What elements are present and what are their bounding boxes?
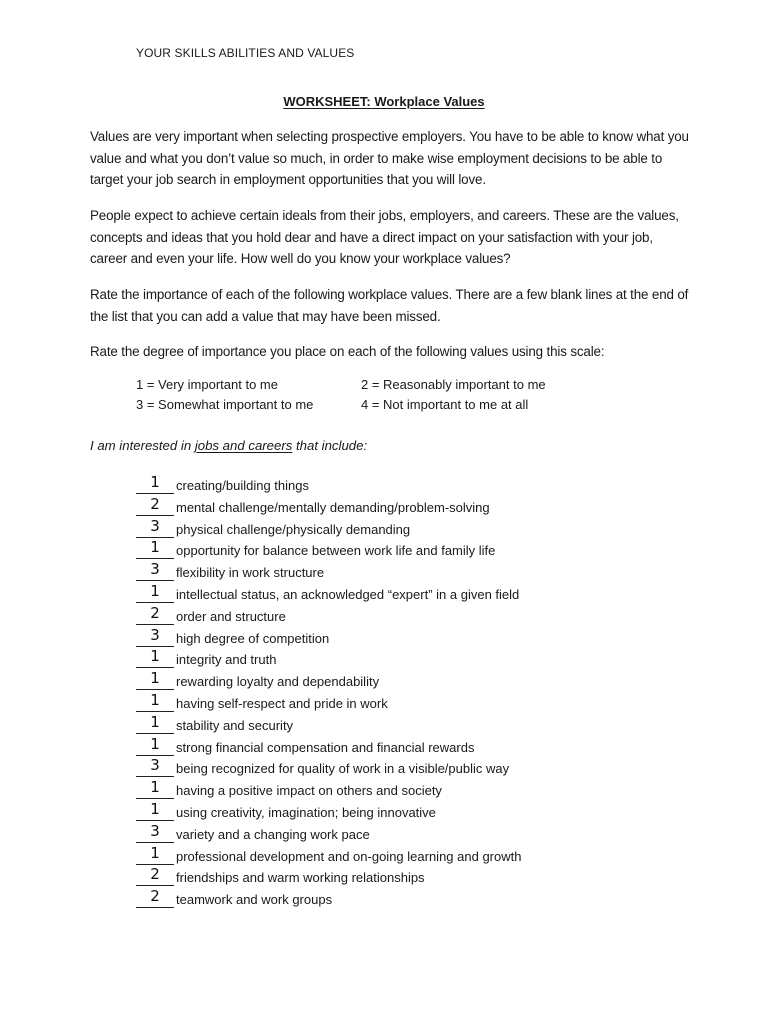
rating-blank[interactable] bbox=[136, 712, 174, 734]
scale-reasonably-important: 2 = Reasonably important to me bbox=[361, 377, 546, 392]
value-item bbox=[136, 603, 656, 629]
rating-blank[interactable] bbox=[136, 669, 174, 690]
value-item bbox=[136, 516, 656, 542]
value-label: creating/building things bbox=[176, 478, 309, 493]
rating-blank[interactable] bbox=[136, 734, 174, 756]
value-item bbox=[136, 821, 656, 847]
rating-blank[interactable] bbox=[136, 625, 174, 647]
rating-blank[interactable] bbox=[136, 581, 174, 603]
handwritten-rating: 3 bbox=[150, 756, 160, 775]
value-label: rewarding loyalty and dependability bbox=[176, 674, 380, 690]
value-label: intellectual status, an acknowledged “expert” in a given field bbox=[176, 586, 520, 602]
value-item bbox=[136, 865, 656, 890]
value-label: being recognized for quality of work in a visible/public way bbox=[176, 761, 510, 777]
value-label: physical challenge/physically demanding bbox=[176, 521, 411, 537]
handwritten-rating: 3 bbox=[150, 516, 160, 535]
handwritten-rating: 1 bbox=[150, 734, 160, 753]
value-label: strong financial compensation and financial rewards bbox=[176, 739, 475, 755]
rating-blank[interactable] bbox=[136, 690, 174, 712]
intro-before: I am interested in bbox=[90, 438, 195, 453]
rating-blank[interactable] bbox=[136, 494, 174, 516]
value-item bbox=[136, 494, 656, 520]
value-item bbox=[136, 843, 656, 869]
handwritten-rating: 1 bbox=[150, 647, 160, 666]
scale-not-important: 4 = Not important to me at all bbox=[361, 397, 529, 412]
value-item bbox=[136, 712, 656, 738]
value-label: having a positive impact on others and society bbox=[176, 783, 442, 799]
handwritten-rating: 1 bbox=[150, 669, 160, 688]
value-item bbox=[136, 756, 656, 781]
handwritten-rating: 2 bbox=[150, 887, 160, 906]
rating-blank[interactable] bbox=[136, 799, 174, 821]
rating-blank[interactable] bbox=[136, 756, 174, 777]
value-label: order and structure bbox=[176, 608, 286, 624]
handwritten-rating: 1 bbox=[150, 843, 160, 862]
handwritten-rating: 1 bbox=[150, 712, 160, 731]
scale-somewhat-important: 3 = Somewhat important to me bbox=[136, 397, 314, 412]
handwritten-rating: 1 bbox=[150, 690, 160, 709]
rating-blank[interactable] bbox=[136, 603, 174, 625]
rating-blank[interactable] bbox=[136, 560, 174, 581]
value-label: having self-respect and pride in work bbox=[176, 695, 388, 711]
handwritten-rating: 3 bbox=[150, 821, 160, 840]
rating-blank[interactable] bbox=[136, 538, 174, 559]
worksheet-title: WORKSHEET: Workplace Values bbox=[283, 94, 485, 109]
value-label: high degree of competition bbox=[176, 630, 330, 646]
paragraph-values-importance: Values are very important when selecting prospective employers. You have to be able to know what you value and what you don’t value so much, in order to make wise employment decisions to be able to target your job search in employment opportunities that you will love. bbox=[90, 129, 689, 188]
handwritten-rating: 2 bbox=[150, 603, 160, 622]
handwritten-rating: 1 bbox=[150, 778, 160, 797]
value-label: flexibility in work structure bbox=[176, 565, 325, 581]
value-item bbox=[136, 625, 656, 651]
rating-blank[interactable] bbox=[136, 647, 174, 668]
handwritten-rating: 3 bbox=[150, 560, 160, 579]
value-item bbox=[136, 669, 656, 694]
value-item bbox=[136, 799, 656, 825]
rating-blank[interactable] bbox=[136, 821, 174, 843]
value-label: using creativity, imagination; being innovative bbox=[176, 804, 436, 820]
values-list bbox=[136, 473, 656, 912]
value-label: friendships and warm working relationships bbox=[176, 870, 425, 886]
rating-blank[interactable] bbox=[136, 516, 174, 538]
value-label: teamwork and work groups bbox=[176, 892, 333, 908]
value-item bbox=[136, 560, 656, 585]
intro-underlined: jobs and careers bbox=[194, 438, 293, 453]
handwritten-rating: 1 bbox=[150, 473, 160, 491]
handwritten-rating: 3 bbox=[150, 625, 160, 644]
handwritten-rating: 2 bbox=[150, 494, 160, 513]
rating-blank[interactable] bbox=[136, 865, 174, 886]
handwritten-rating: 1 bbox=[150, 538, 160, 557]
value-item bbox=[136, 538, 656, 563]
scale-very-important: 1 = Very important to me bbox=[136, 377, 278, 392]
intro-after: that include: bbox=[292, 438, 368, 453]
rating-blank[interactable] bbox=[136, 843, 174, 865]
value-label: professional development and on-going learning and growth bbox=[176, 848, 522, 864]
value-item bbox=[136, 581, 656, 607]
handwritten-rating: 1 bbox=[150, 581, 160, 600]
value-item bbox=[136, 647, 656, 672]
value-item bbox=[136, 778, 656, 803]
value-item bbox=[136, 473, 656, 498]
value-item bbox=[136, 690, 656, 716]
list-intro bbox=[90, 438, 367, 453]
page-header: YOUR SKILLS ABILITIES AND VALUES bbox=[136, 46, 355, 60]
handwritten-rating: 1 bbox=[150, 799, 160, 818]
paragraph-ideals: People expect to achieve certain ideals from their jobs, employers, and careers. These are the values, concepts and ideas that you hold dear and have a direct impact on your satisfaction with your job, career and even your life. How well do you know your workplace values? bbox=[90, 208, 679, 267]
value-item bbox=[136, 887, 656, 912]
value-label: opportunity for balance between work life and family life bbox=[176, 543, 496, 559]
value-label: mental challenge/mentally demanding/problem-solving bbox=[176, 499, 490, 515]
value-item bbox=[136, 734, 656, 760]
handwritten-rating: 2 bbox=[150, 865, 160, 884]
paragraph-scale-intro: Rate the degree of importance you place on each of the following values using this scale: bbox=[90, 344, 605, 359]
value-label: variety and a changing work pace bbox=[176, 826, 370, 842]
rating-blank[interactable] bbox=[136, 473, 174, 494]
paragraph-rate-instructions: Rate the importance of each of the following workplace values. There are a few blank lines at the end of the list that you can add a value that may have been missed. bbox=[90, 287, 689, 324]
value-label: stability and security bbox=[176, 717, 294, 733]
value-label: integrity and truth bbox=[176, 652, 277, 668]
rating-blank[interactable] bbox=[136, 887, 174, 908]
rating-blank[interactable] bbox=[136, 778, 174, 799]
